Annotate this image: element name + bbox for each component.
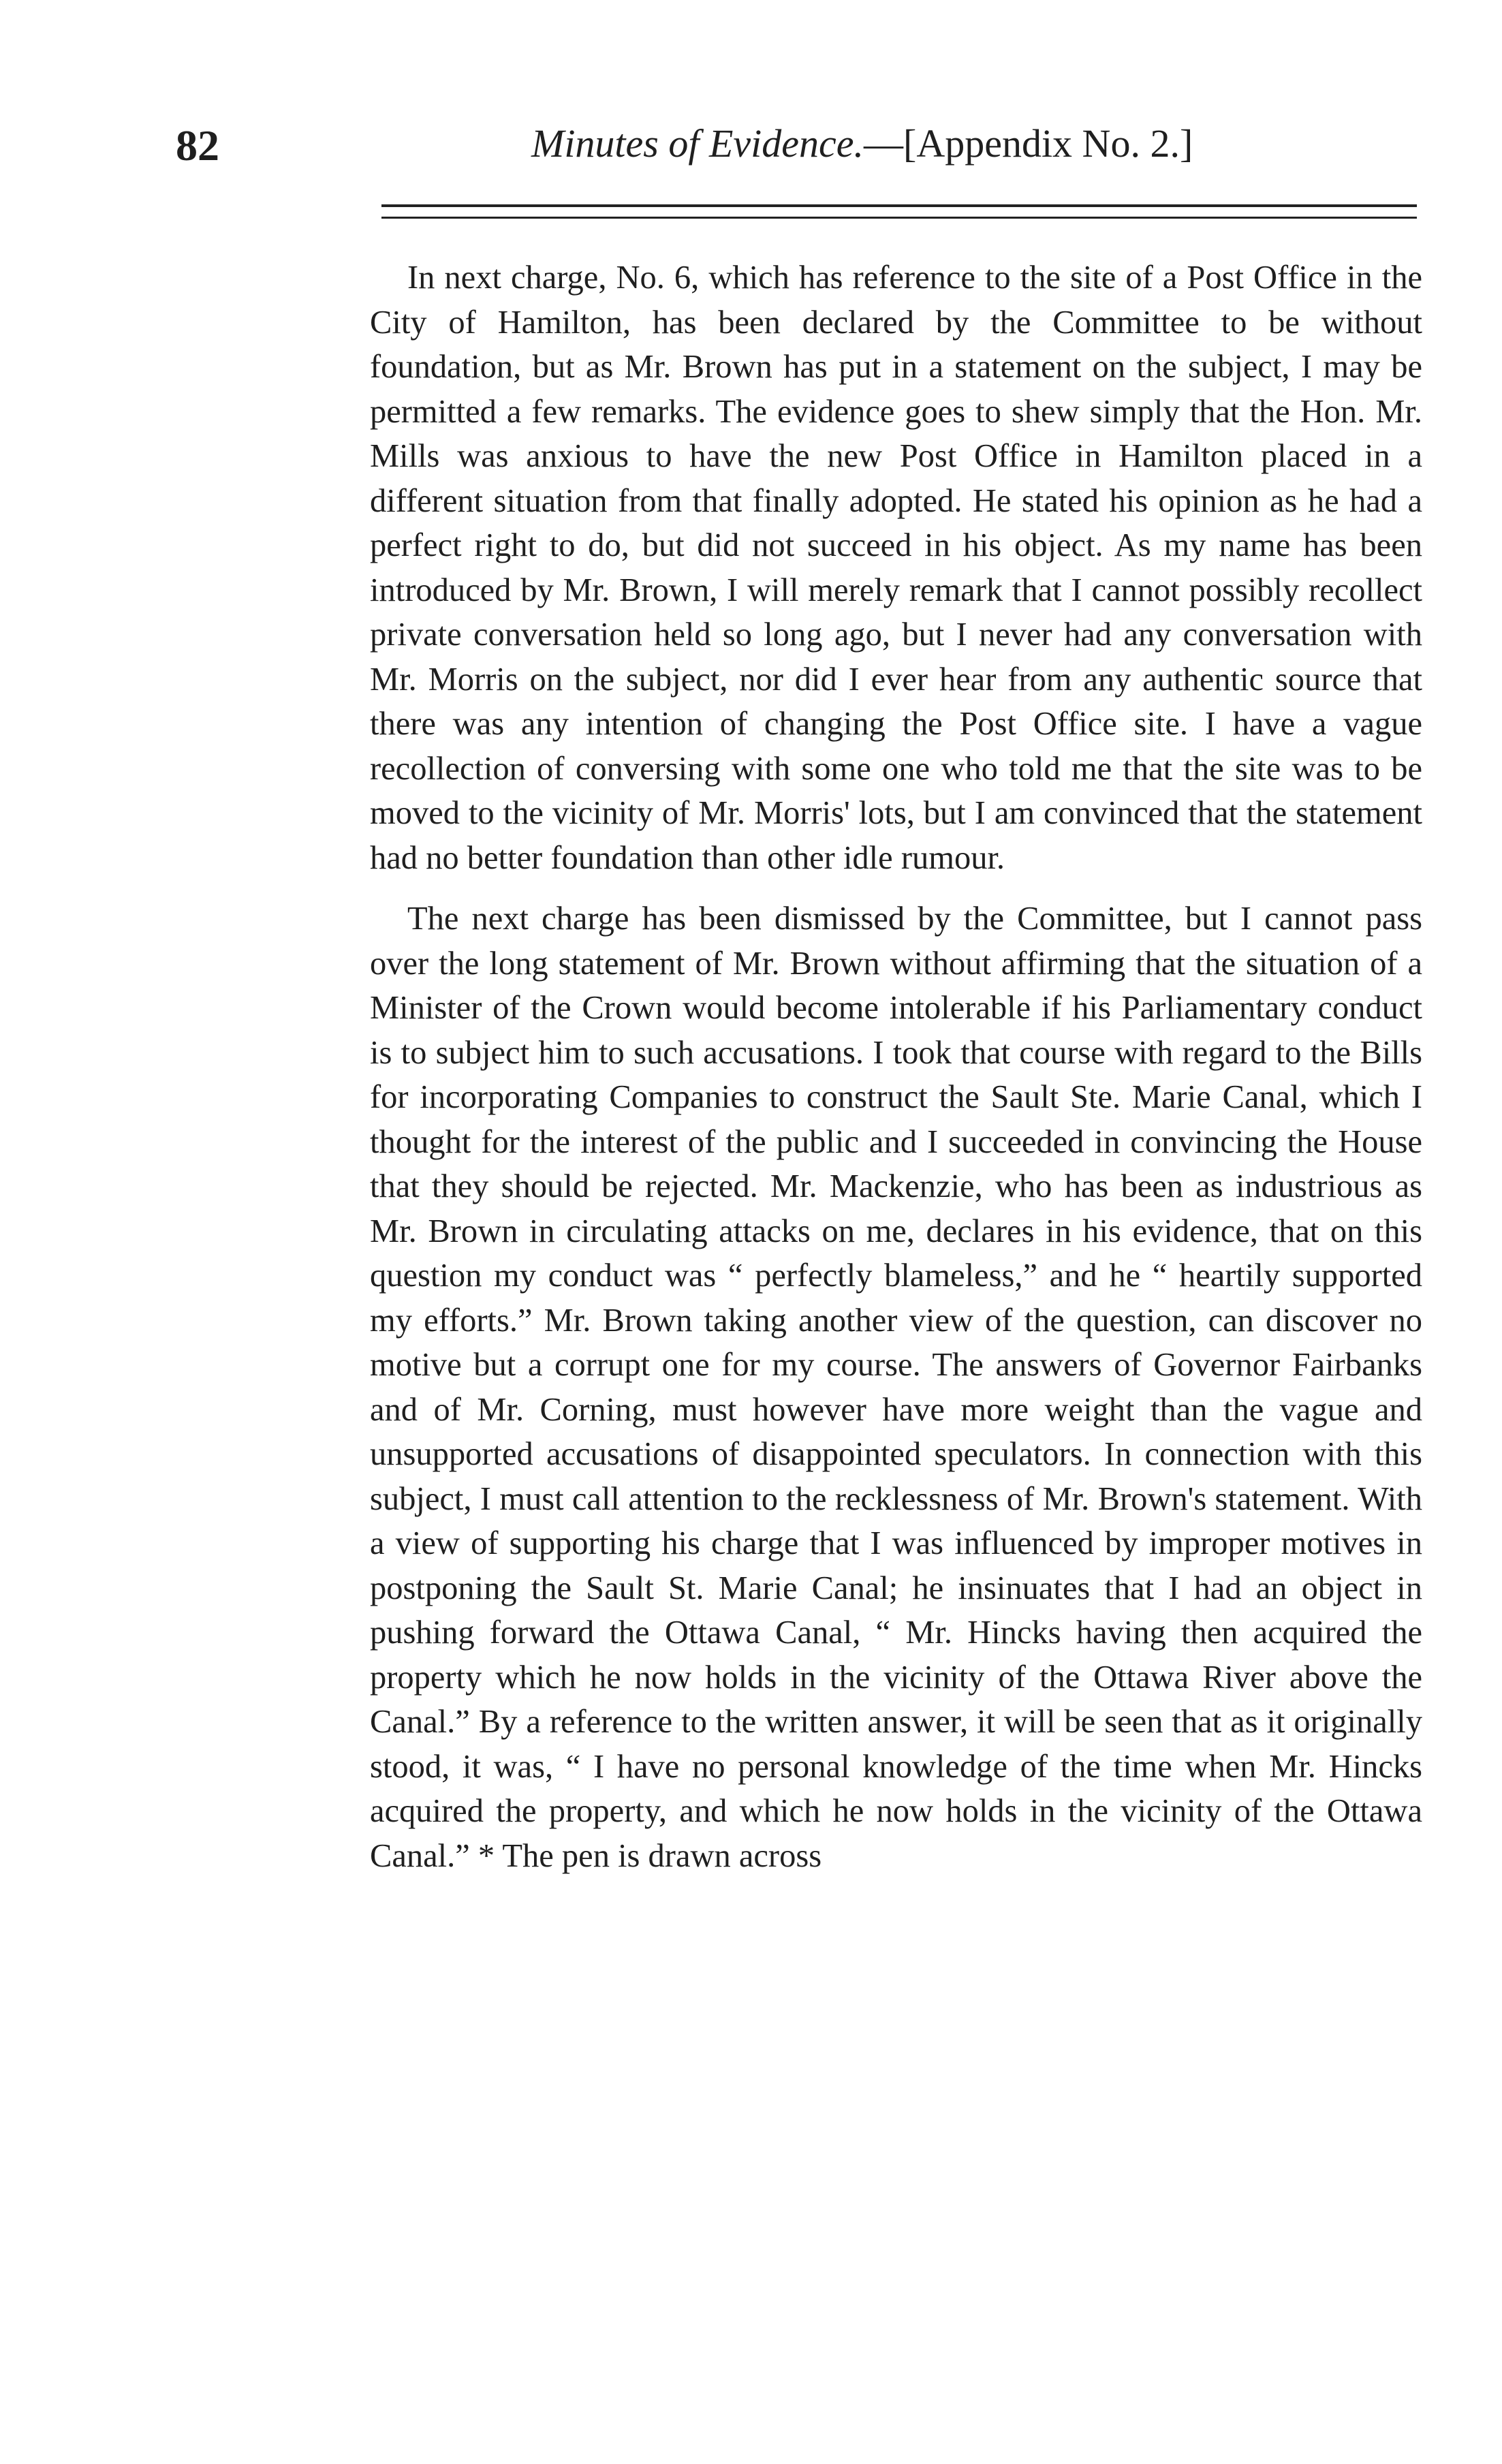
running-head-title: Minutes of Evidence. <box>531 121 864 166</box>
paragraph-sault-canal-charge: The next charge has been dismissed by the Committee, but I cannot pass over the long statement of Mr. Brown without affirming that the situation of a Minister of the Crown would become intolerable if his Parliamentary conduct is to subject him to such accusations. I took that course with regard to the Bills for incorporating Companies to construct the Sault Ste. Marie Canal, which I thought for the interest of the public and I succeeded in convincing the House that they should be rejected. Mr. Mackenzie, who has been as industrious as Mr. Brown in circulating attacks on me, declares in his evidence, that on this question my conduct was “ perfectly blameless,” and he “ heartily supported my efforts.” Mr. Brown taking another view of the question, can discover no motive but a corrupt one for my course. The answers of Governor Fairbanks and of Mr. Corning, must however have more weight than the vague and unsupported accusations of disappointed speculators. In connection with this subject, I must call attention to the recklessness of Mr. Brown's statement. With a view of supporting his charge that I was influenced by improper motives in postponing the Sault St. Marie Canal; he insinuates that I had an object in pushing forward the Ottawa Canal, “ Mr. Hincks having then acquired the property which he now holds in the vicinity of the Ottawa River above the Canal.” By a reference to the written answer, it will be seen that as it originally stood, it was, “ I have no personal knowledge of the time when Mr. Hincks acquired the property, and which he now holds in the vicinity of the Ottawa Canal.” * The pen is drawn across <box>370 901 1422 1874</box>
body-text <box>370 255 1422 1878</box>
page-number: 82 <box>176 121 219 170</box>
header-rule-bottom <box>381 217 1417 219</box>
running-head <box>531 121 1193 166</box>
paragraph-post-office-charge: In next charge, No. 6, which has reference to the site of a Post Office in the City of Hamilton, has been declared by the Committee to be without foundation, but as Mr. Brown has put in a statement on the subject, I may be permitted a few remarks. The evidence goes to shew simply that the Hon. Mr. Mills was anxious to have the new Post Office in Hamilton placed in a different situation from that finally adopted. He stated his opinion as he had a perfect right to do, but did not succeed in his object. As my name has been introduced by Mr. Brown, I will merely remark that I cannot possibly recollect private conversation held so long ago, but I never had any conversation with Mr. Morris on the subject, nor did I ever hear from any authentic source that there was any intention of changing the Post Office site. I have a vague recollection of conversing with some one who told me that the site was to be moved to the vicinity of Mr. Morris' lots, but I am convinced that the statement had no better foundation than other idle rumour. <box>370 260 1422 876</box>
running-head-appendix: —[Appendix No. 2.] <box>864 121 1193 166</box>
header-rule-top <box>381 204 1417 207</box>
